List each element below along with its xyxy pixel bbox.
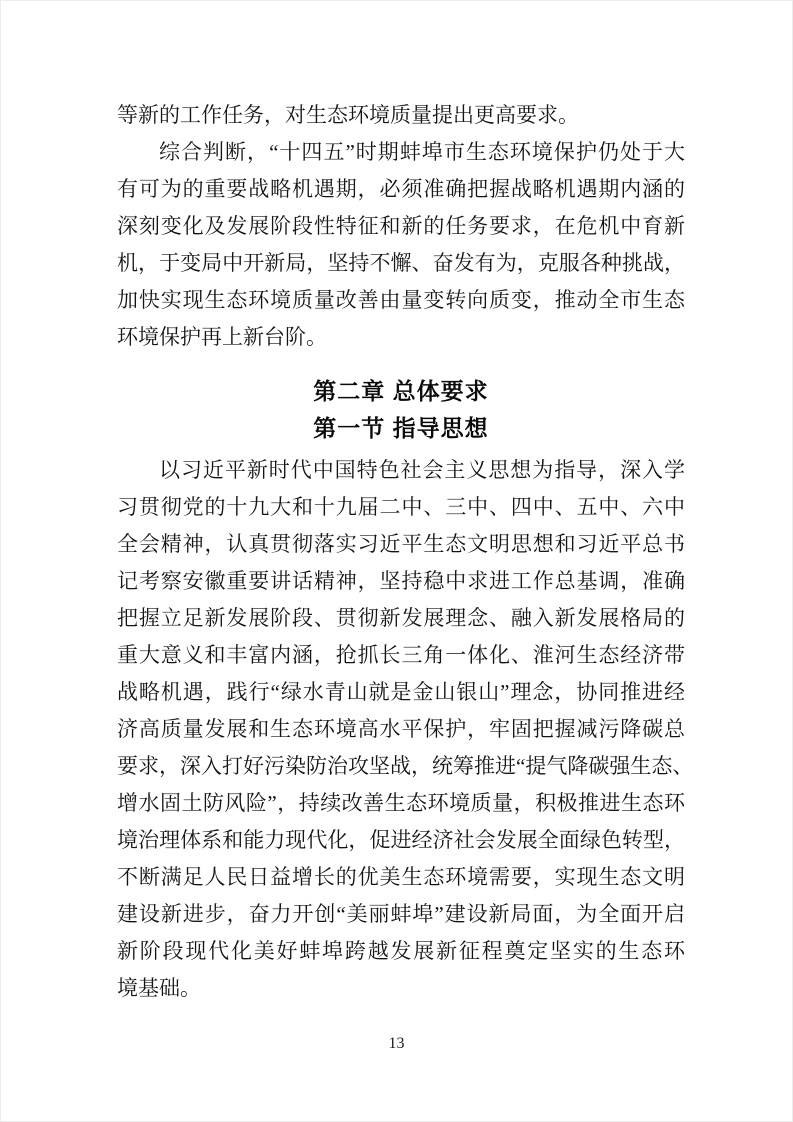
paragraph-line: 建设新进步，奋力开创“美丽蚌埠”建设新局面，为全面开启 [117, 902, 685, 926]
paragraph-line: 不断满足人民日益增长的优美生态环境需要，实现生态文明 [117, 865, 685, 889]
paragraph-line: 全会精神，认真贯彻落实习近平生态文明思想和习近平总书 [117, 532, 685, 556]
section-heading: 第一节 指导思想 [313, 415, 489, 441]
paragraph-line: 战略机遇，践行“绿水青山就是金山银山”理念，协同推进经 [117, 680, 685, 704]
paragraph-line: 济高质量发展和生态环境高水平保护，牢固把握减污降碳总 [117, 717, 685, 741]
paragraph-line: 境基础。 [117, 976, 201, 1000]
chapter-heading: 第二章 总体要求 [313, 378, 489, 404]
paragraph-line: 加快实现生态环境质量改善由量变转向质变，推动全市生态 [117, 288, 685, 312]
paragraph-line: 综合判断，“十四五”时期蚌埠市生态环境保护仍处于大 [159, 140, 685, 164]
paragraph-line: 重大意义和丰富内涵，抢抓长三角一体化、淮河生态经济带 [117, 643, 685, 667]
paragraph-line: 深刻变化及发展阶段性特征和新的任务要求，在危机中育新 [117, 214, 685, 238]
paragraph-line: 环境保护再上新台阶。 [117, 325, 327, 349]
paragraph-line: 把握立足新发展阶段、贯彻新发展理念、融入新发展格局的 [117, 606, 685, 630]
paragraph-line: 要求，深入打好污染防治攻坚战，统筹推进“提气降碳强生态、 [117, 754, 694, 778]
paragraph-line: 记考察安徽重要讲话精神，坚持稳中求进工作总基调，准确 [117, 569, 685, 593]
paragraph-line: 有可为的重要战略机遇期，必须准确把握战略机遇期内涵的 [117, 177, 685, 201]
paragraph-line: 增水固土防风险”，持续改善生态环境质量，积极推进生态环 [117, 791, 685, 815]
page-number: 13 [388, 1035, 405, 1052]
paragraph-line: 机，于变局中开新局，坚持不懈、奋发有为，克服各种挑战， [117, 251, 685, 275]
paragraph-line: 等新的工作任务，对生态环境质量提出更高要求。 [117, 103, 579, 127]
paragraph-line: 以习近平新时代中国特色社会主义思想为指导，深入学 [159, 458, 685, 482]
page-content [117, 97, 694, 1007]
paragraph-line: 新阶段现代化美好蚌埠跨越发展新征程奠定坚实的生态环 [117, 939, 685, 963]
paragraph-line: 境治理体系和能力现代化，促进经济社会发展全面绿色转型， [117, 828, 685, 852]
paragraph-line: 习贯彻党的十九大和十九届二中、三中、四中、五中、六中 [117, 495, 685, 519]
